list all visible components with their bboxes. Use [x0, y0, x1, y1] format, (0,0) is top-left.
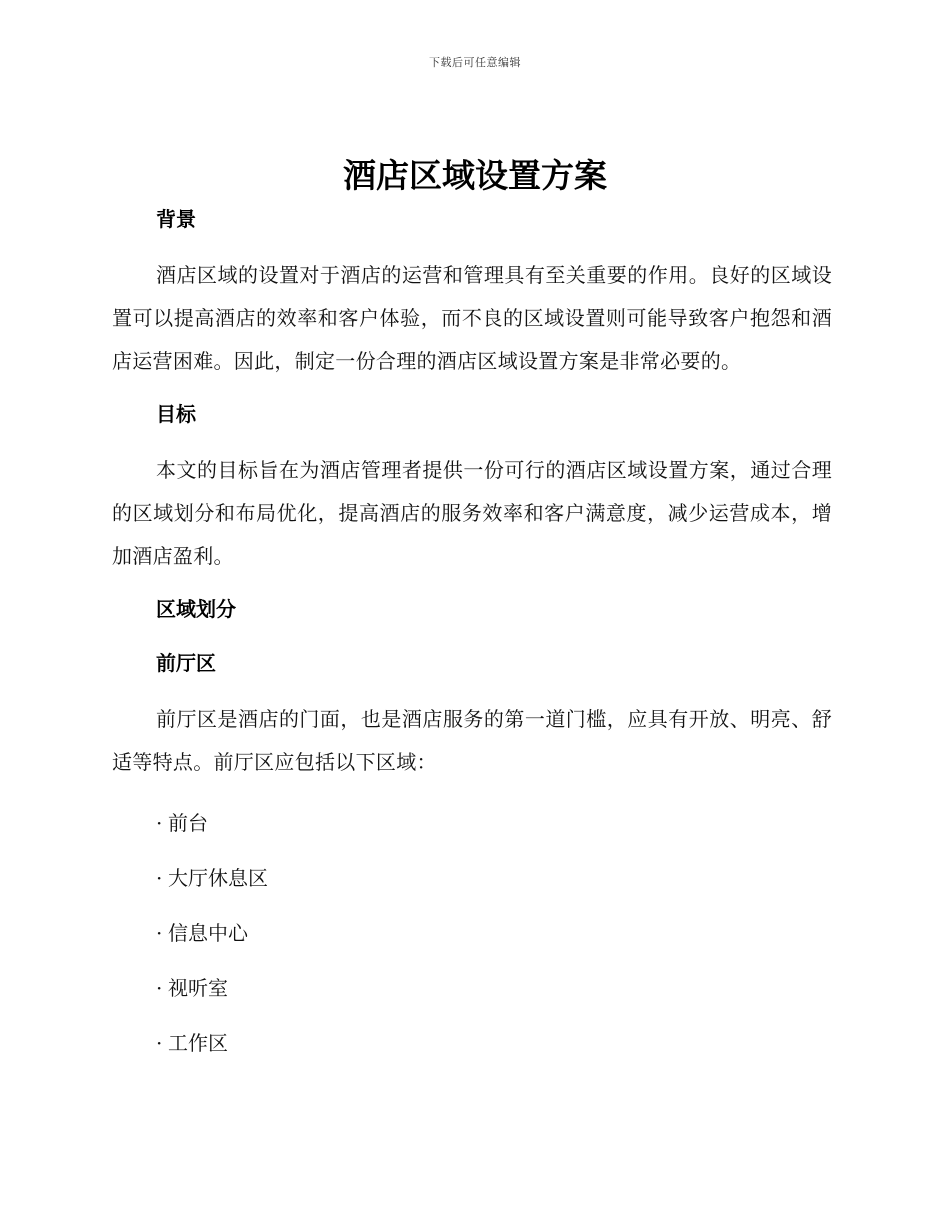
- list-item: [112, 1016, 832, 1071]
- bullet-marker: ·: [156, 811, 163, 835]
- document-title: 酒店区域设置方案: [343, 156, 607, 195]
- bullet-marker: ·: [156, 1031, 163, 1055]
- bullet-marker: ·: [156, 866, 163, 890]
- list-item: [112, 906, 832, 961]
- section-heading-background: 背景: [156, 207, 196, 231]
- header-note: 下载后可任意编辑: [429, 56, 521, 69]
- list-item-label: 前台: [168, 811, 208, 835]
- section-heading-goal: 目标: [156, 402, 196, 426]
- document-body: [112, 200, 832, 1071]
- list-item-label: 大厅休息区: [168, 866, 268, 890]
- front-hall-area-list: [112, 796, 832, 1071]
- list-item-label: 工作区: [168, 1031, 228, 1055]
- list-item-label: 信息中心: [168, 921, 248, 945]
- list-item: [112, 796, 832, 851]
- list-item-label: 视听室: [168, 976, 228, 1000]
- section-text-background: 酒店区域的设置对于酒店的运营和管理具有至关重要的作用。良好的区域设置可以提高酒店的效率和客户体验，而不良的区域设置则可能导致客户抱怨和酒店运营困难。因此，制定一份合理的酒店区域设置方案是非常必要的。: [112, 263, 832, 373]
- section-text-front-hall: 前厅区是酒店的门面，也是酒店服务的第一道门槛，应具有开放、明亮、舒适等特点。前厅区应包括以下区域：: [112, 707, 832, 774]
- list-item: [112, 961, 832, 1016]
- bullet-marker: ·: [156, 976, 163, 1000]
- bullet-marker: ·: [156, 921, 163, 945]
- section-heading-front-hall: 前厅区: [156, 651, 216, 675]
- list-item: [112, 851, 832, 906]
- section-text-goal: 本文的目标旨在为酒店管理者提供一份可行的酒店区域设置方案，通过合理的区域划分和布局优化，提高酒店的服务效率和客户满意度，减少运营成本，增加酒店盈利。: [112, 458, 832, 568]
- section-heading-zoning: 区域划分: [156, 597, 236, 621]
